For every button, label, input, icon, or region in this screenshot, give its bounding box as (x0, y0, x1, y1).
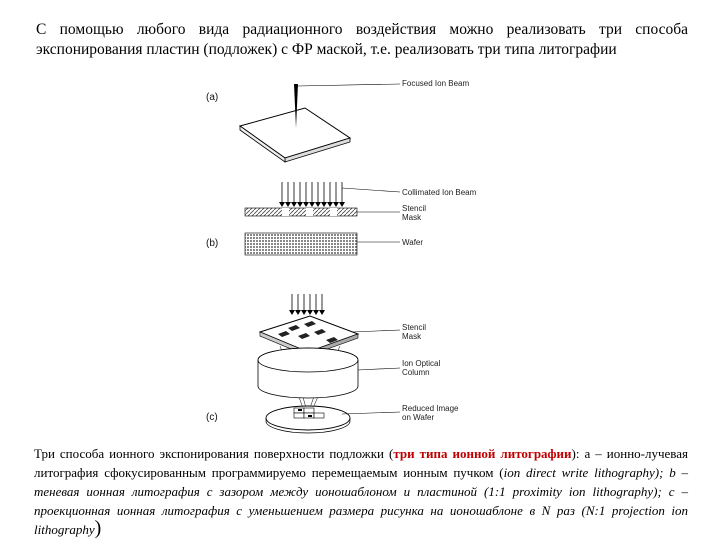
caption-italic-1: ion direct write lithography (503, 465, 655, 480)
stencil-mask-c (260, 316, 358, 352)
wafer-plate (240, 108, 350, 158)
label-image-1: Reduced Image (402, 404, 459, 413)
label-mask-c-1: Stencil (402, 323, 427, 332)
label-wafer-b: Wafer (402, 238, 424, 247)
heading-line-2: экспонирования пластин (подложек) с ФР маской, т.е. реализовать три типа литографии (36, 41, 617, 58)
panel-c-tag: (c) (206, 412, 218, 423)
projection-beam-arrows (292, 294, 322, 312)
ion-optical-column (258, 348, 358, 398)
label-column-1: Ion Optical (402, 359, 441, 368)
label-mask-b-2: Mask (402, 213, 422, 222)
panel-b (206, 182, 477, 255)
figure-caption (34, 444, 688, 539)
caption-part-2: ): а – ионно-лучевая литография сфокусированным программируемо перемещаемым ионным пучком ( (34, 446, 688, 480)
label-mask-c-2: Mask (402, 332, 422, 341)
panel-c (206, 294, 459, 433)
caption-close: ) (94, 517, 102, 539)
panel-a (206, 79, 469, 162)
collimated-beam-arrows (282, 182, 342, 204)
wafer-b (245, 233, 357, 255)
label-collimated-beam: Collimated Ion Beam (402, 188, 477, 197)
heading-line-1: С помощью любого вида радиационного воздействия можно реализовать три способа (36, 21, 688, 38)
caption-highlight: три типа ионной литографии (393, 446, 572, 461)
label-focused-beam: Focused Ion Beam (402, 79, 470, 88)
panel-a-tag: (a) (206, 92, 219, 103)
label-image-2: on Wafer (402, 413, 435, 422)
label-mask-b-1: Stencil (402, 204, 427, 213)
label-column-2: Column (402, 368, 430, 377)
slide-heading (36, 20, 688, 60)
lithography-figure (190, 78, 480, 434)
wafer-c (266, 406, 350, 433)
stencil-mask-b (245, 208, 357, 216)
caption-italic-2: ); b – теневая ионная литография с зазором между ионошаблоном и пластиной (1:1 proximity ion lithography); с – проекционная ионная литография с уменьшением размера рисунка на ионошаблоне в N раз (N:1 projection ion lithography (34, 465, 688, 537)
panel-b-tag: (b) (206, 238, 219, 249)
caption-part-1: Три способа ионного экспонирования поверхности подложки ( (34, 446, 394, 461)
